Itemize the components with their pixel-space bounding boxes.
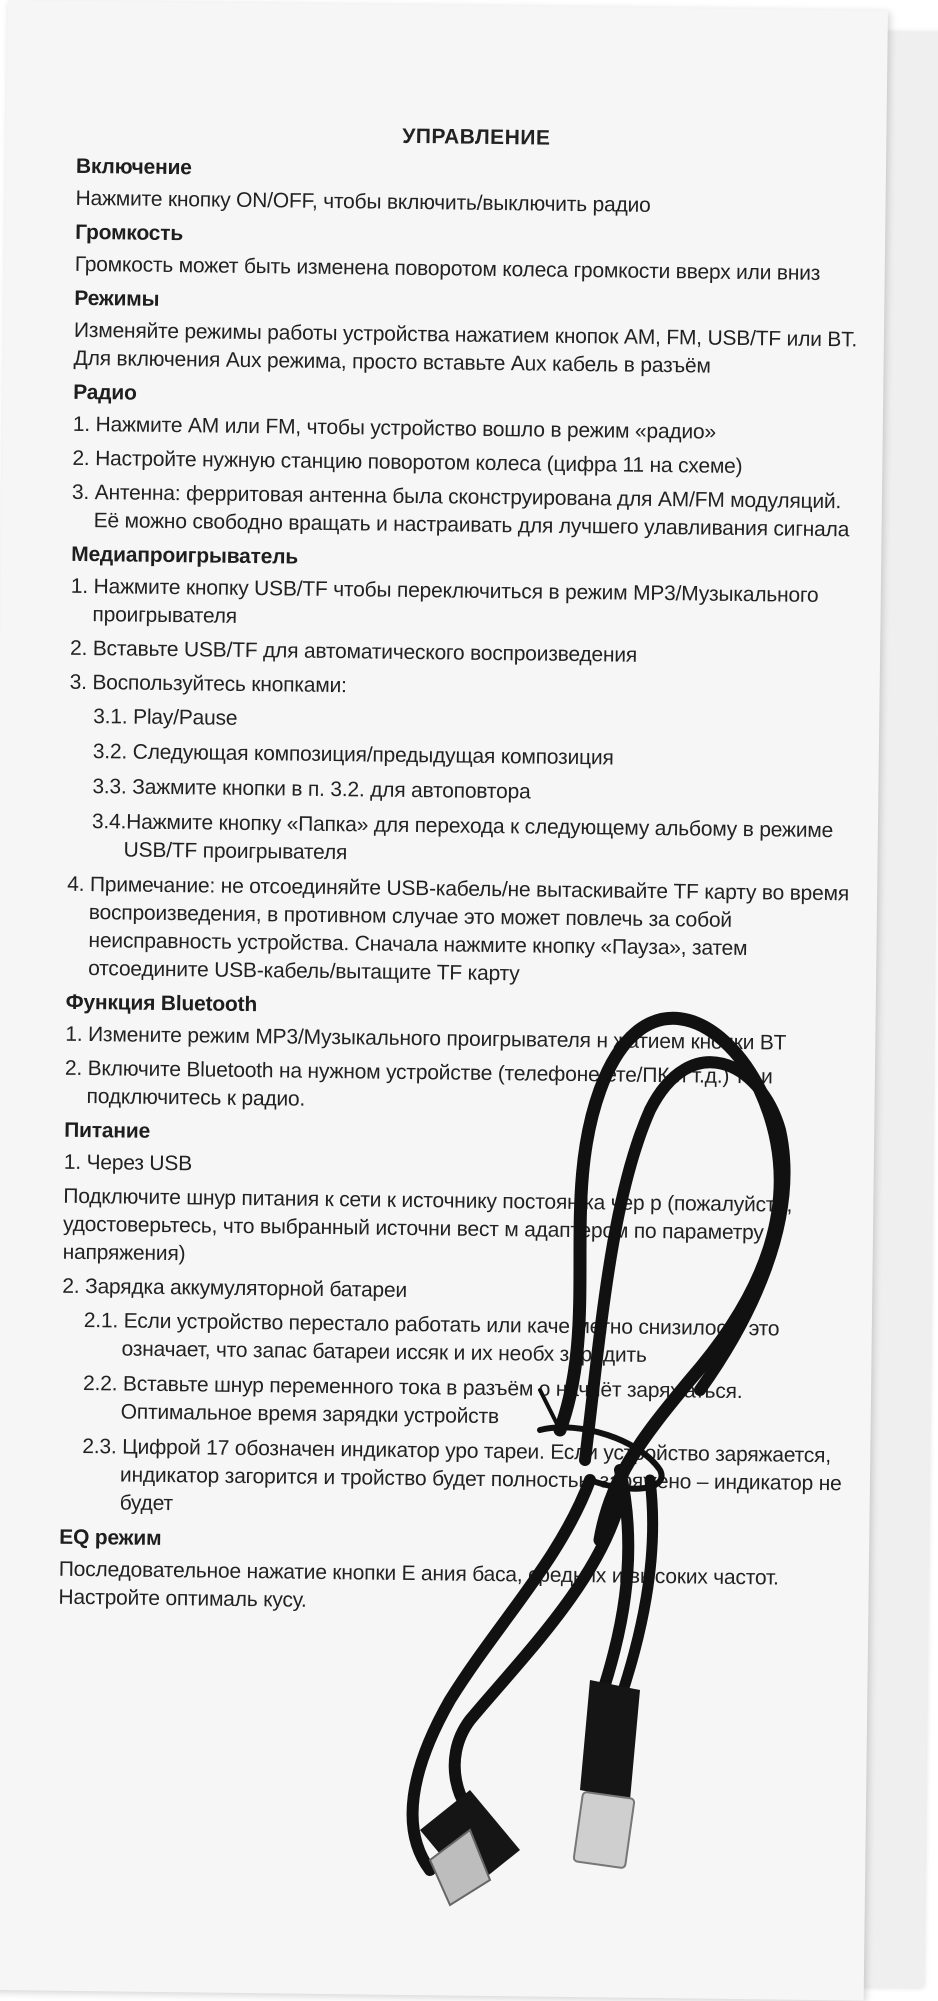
media-item-4: 4. Примечание: не отсоединяйте USB-кабель/не вытаскивайте TF карту во время воспроизведения, в противном случае это может повлечь за собой неисправность устройства. Сначала нажмите кнопку «Пауза», затем отсоедините USB-кабель/вытащите TF карту — [67, 872, 850, 986]
heading-power-on: Включение — [75, 154, 192, 180]
heading-power: Питание — [64, 1118, 151, 1143]
heading-volume: Громкость — [75, 220, 184, 246]
media-sub-1: 3.1. Play/Pause — [93, 705, 238, 730]
heading-bluetooth: Функция Bluetooth — [65, 990, 258, 1017]
media-sub-3: 3.3. Зажмите кнопки в п. 3.2. для автоповтора — [92, 775, 531, 804]
usb-a-plug — [420, 1790, 520, 1905]
power-item-2: 2. Зарядка аккумуляторной батареи — [62, 1274, 408, 1302]
media-item-3: 3. Воспользуйтесь кнопками: — [69, 670, 347, 698]
media-sub-2: 3.2. Следующая композиция/предыдущая композиция — [92, 740, 614, 770]
heading-eq: EQ режим — [59, 1525, 162, 1550]
bluetooth-item-1: 1. Измените режим MP3/Музыкального проигрывателя н жатием кнопки BT — [65, 1022, 787, 1055]
power-sub-1: 2.1. Если устройство перестало работать или каче метно снизилось, это означает, что запас батареи иссяк и их необх зарядить — [83, 1309, 780, 1367]
radio-item-3: 3. Антенна: ферритовая антенна была сконструирована для AM/FM модуляций. Её можно свободно вращать и настраивать для лучшего улавливания сигнала — [71, 480, 850, 542]
text-eq: Последовательное нажатие кнопки E ания баса, средних и высоких частот. Настройте оптималь кусу. — [58, 1557, 779, 1612]
radio-item-1: 1. Нажмите AM или FM, чтобы устройство вошло в режим «радио» — [72, 412, 717, 444]
power-sub-2: 2.2. Вставьте шнур переменного тока в разъём о начнёт заряжаться. Оптимальное время зарядки устройств — [82, 1372, 743, 1429]
cable-tie-tail — [540, 1390, 560, 1430]
text-power-on: Нажмите кнопку ON/OFF, чтобы включить/выключить радио — [75, 186, 651, 217]
cable-loop-upper-inner — [585, 1062, 785, 1460]
heading-radio: Радио — [73, 380, 137, 405]
bluetooth-item-2: 2. Включите Bluetooth на нужном устройстве (телефоне ете/ПК и т.д.) те и подключитесь к радио. — [64, 1056, 773, 1111]
power-item-1: 1. Через USB — [63, 1150, 193, 1176]
cable-loop-upper — [560, 1018, 780, 1540]
radio-item-2: 2. Настройте нужную станцию поворотом колеса (цифра 11 на схеме) — [72, 446, 743, 479]
page-title: УПРАВЛЕНИЕ — [402, 124, 551, 150]
heading-modes: Режимы — [74, 286, 160, 311]
text-modes: Изменяйте режимы работы устройства нажатием кнопок AM, FM, USB/TF или BT. Для включения Aux режима, просто вставьте Aux кабель в разъём — [73, 318, 858, 378]
text-power-usb: Подключите шнур питания к сети к источнику постоян ка чер р (пожалуйста, удостоверьтесь, что выбранный источни вест м адаптером по параметру напряжения) — [62, 1184, 793, 1266]
media-item-1: 1. Нажмите кнопку USB/TF чтобы переключиться в режим MP3/Музыкального проигрывателя — [70, 574, 819, 628]
media-item-2: 2. Вставьте USB/TF для автоматического воспроизведения — [69, 636, 638, 667]
text-volume: Громкость может быть изменена поворотом колеса громкости вверх или вниз — [74, 252, 821, 285]
power-sub-3: 2.3. Цифрой 17 обозначен индикатор уро тареи. Если устройство заряжается, индикатор загорится и тройство будет полностью заряжено – индикатор не будет — [82, 1435, 842, 1516]
heading-media: Медиапроигрыватель — [71, 542, 299, 569]
micro-usb-plug — [573, 1680, 640, 1868]
media-sub-4: 3.4.Нажмите кнопку «Папка» для перехода к следующему альбому в режиме USB/TF проигрывателя — [91, 810, 834, 865]
